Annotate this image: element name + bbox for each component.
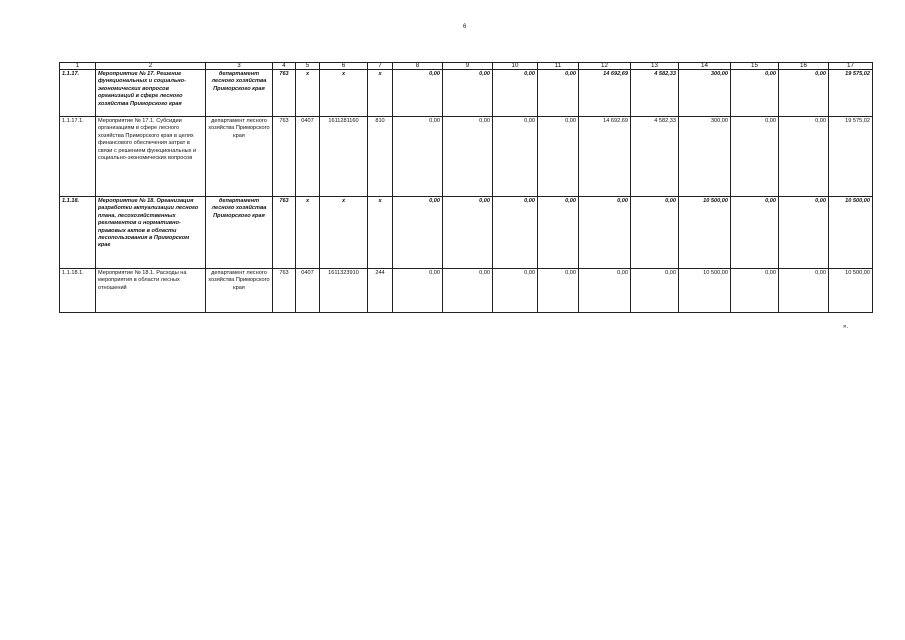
- table-cell: 0,00: [631, 197, 679, 269]
- column-header: 7: [368, 63, 393, 70]
- table-row: [60, 269, 873, 313]
- table-cell: 0,00: [731, 117, 779, 197]
- table-cell: 0,00: [731, 70, 779, 117]
- table-cell: x: [320, 197, 368, 269]
- table-cell: 763: [273, 269, 296, 313]
- table-cell: 1611281160: [320, 117, 368, 197]
- table-cell: 1611323910: [320, 269, 368, 313]
- table-cell: Мероприятие № 18. Организация разработки актуализации лесного плана, лесохозяйственных регламентов и нормативно-правовых актов в области лесопользования в Приморском крае: [96, 197, 206, 269]
- table-cell: 0,00: [393, 70, 443, 117]
- table-cell: 0,00: [393, 197, 443, 269]
- end-mark: ».: [843, 324, 849, 330]
- table-cell: 10 500,00: [679, 269, 731, 313]
- table-cell: 0,00: [731, 269, 779, 313]
- table-cell: 19 575,02: [829, 70, 873, 117]
- table-row: [60, 70, 873, 117]
- table-cell: Мероприятие № 17. Решение функциональных и социально-экономических вопросов организаций в сфере лесного хозяйства Приморского края: [96, 70, 206, 117]
- table-cell: департамент лесного хозяйства Приморского края: [206, 197, 273, 269]
- table-cell: 300,00: [679, 117, 731, 197]
- table-cell: 1.1.18.1.: [60, 269, 96, 313]
- column-header: 10: [493, 63, 538, 70]
- table-cell: 0,00: [493, 70, 538, 117]
- column-header: 3: [206, 63, 273, 70]
- table-body: [60, 63, 873, 313]
- table-cell: Мероприятие № 18.1. Расходы на мероприятия в области лесных отношений: [96, 269, 206, 313]
- table-cell: 0407: [296, 117, 320, 197]
- column-header: 14: [679, 63, 731, 70]
- table-cell: 1.1.18.: [60, 197, 96, 269]
- table-cell: 0,00: [731, 197, 779, 269]
- table-cell: 19 575,02: [829, 117, 873, 197]
- table-cell: 0,00: [779, 117, 829, 197]
- table-cell: 0,00: [779, 70, 829, 117]
- table-cell: x: [320, 70, 368, 117]
- table-cell: департамент лесного хозяйства Приморского края: [206, 269, 273, 313]
- table-row: [60, 117, 873, 197]
- table-cell: департамент лесного хозяйства Приморского края: [206, 70, 273, 117]
- table-cell: 0,00: [493, 117, 538, 197]
- table-cell: 14 692,69: [579, 70, 631, 117]
- table-cell: 0,00: [538, 197, 579, 269]
- column-header: 15: [731, 63, 779, 70]
- table-cell: 0,00: [393, 117, 443, 197]
- table-cell: 10 500,00: [829, 197, 873, 269]
- column-header: 13: [631, 63, 679, 70]
- table-cell: 763: [273, 197, 296, 269]
- table-cell: 0,00: [579, 269, 631, 313]
- table-cell: Мероприятие № 17.1. Субсидии организациям в сфере лесного хозяйства Приморского края в целях финансового обеспечения затрат в связи с решением функциональных и социально-экономических вопросов: [96, 117, 206, 197]
- table-cell: 0,00: [538, 117, 579, 197]
- table-cell: 0,00: [538, 70, 579, 117]
- column-header: 6: [320, 63, 368, 70]
- table-cell: 0,00: [493, 197, 538, 269]
- column-header: 1: [60, 63, 96, 70]
- table-cell: 763: [273, 70, 296, 117]
- column-header: 17: [829, 63, 873, 70]
- table-row: [60, 197, 873, 269]
- table-cell: 244: [368, 269, 393, 313]
- table-cell: 1.1.17.: [60, 70, 96, 117]
- table-cell: 0,00: [393, 269, 443, 313]
- table-cell: 0,00: [779, 269, 829, 313]
- table-cell: 0407: [296, 269, 320, 313]
- table-cell: x: [296, 70, 320, 117]
- table-cell: 0,00: [493, 269, 538, 313]
- column-header: 16: [779, 63, 829, 70]
- table-cell: 4 582,33: [631, 70, 679, 117]
- table-cell: 10 500,00: [829, 269, 873, 313]
- table-cell: x: [368, 70, 393, 117]
- table-cell: x: [368, 197, 393, 269]
- table-cell: 0,00: [779, 197, 829, 269]
- column-header: 5: [296, 63, 320, 70]
- table-cell: 0,00: [631, 269, 679, 313]
- table-cell: x: [296, 197, 320, 269]
- header-row: [60, 63, 873, 70]
- column-header: 8: [393, 63, 443, 70]
- column-header: 11: [538, 63, 579, 70]
- column-header: 4: [273, 63, 296, 70]
- table-cell: 0,00: [579, 197, 631, 269]
- budget-table: [59, 62, 873, 313]
- table-cell: 4 582,33: [631, 117, 679, 197]
- table-cell: 0,00: [538, 269, 579, 313]
- column-header: 2: [96, 63, 206, 70]
- table-cell: 810: [368, 117, 393, 197]
- table-cell: 300,00: [679, 70, 731, 117]
- column-header: 9: [443, 63, 493, 70]
- table-cell: 0,00: [443, 70, 493, 117]
- table-cell: 763: [273, 117, 296, 197]
- table-cell: 1.1.17.1.: [60, 117, 96, 197]
- table-cell: департамент лесного хозяйства Приморского края: [206, 117, 273, 197]
- table-cell: 0,00: [443, 269, 493, 313]
- page-number: 6: [463, 24, 467, 30]
- column-header: 12: [579, 63, 631, 70]
- table-cell: 10 500,00: [679, 197, 731, 269]
- table-cell: 0,00: [443, 117, 493, 197]
- table-cell: 14 692,69: [579, 117, 631, 197]
- table-cell: 0,00: [443, 197, 493, 269]
